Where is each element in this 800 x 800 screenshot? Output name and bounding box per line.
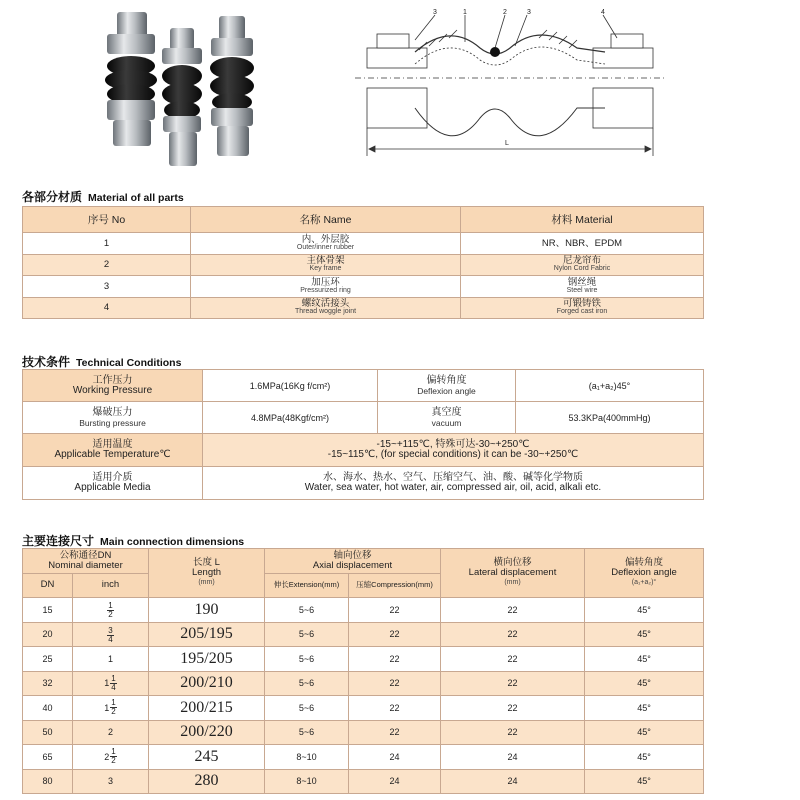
- compression-cell: 24: [349, 769, 441, 794]
- table-row: [23, 745, 704, 770]
- callout-4: 4: [601, 9, 605, 16]
- callout-1: 1: [463, 9, 467, 16]
- extension-cell: 5~6: [265, 720, 349, 745]
- extension-cell: 5~6: [265, 598, 349, 623]
- cross-section-drawing: [355, 8, 665, 158]
- inch-cell: $\frac{3}{4}$: [73, 622, 149, 647]
- length-cell: 200/220: [149, 720, 265, 745]
- extension-cell: 5~6: [265, 671, 349, 696]
- length-cell: 200/210: [149, 671, 265, 696]
- dn-cell: 20: [23, 622, 73, 647]
- length-cell: 245: [149, 745, 265, 770]
- header-no: 序号 No: [23, 207, 191, 233]
- deflection-cell: 45°: [585, 647, 704, 672]
- lateral-cell: 22: [441, 647, 585, 672]
- table-row: 1 内、外层胶 Outer/inner rubber NR、NBR、EPDM: [23, 233, 704, 255]
- table-row: 2 主体骨架 Key frame 尼龙帘布 Nylon Cord Fabric: [23, 254, 704, 276]
- table-row: 爆破压力 Bursting pressure 4.8MPa(48Kgf/cm²) 真空度 vacuum 53.3KPa(400mmHg): [23, 402, 704, 434]
- extension-cell: 8~10: [265, 745, 349, 770]
- deflection-cell: 45°: [585, 598, 704, 623]
- compression-cell: 22: [349, 696, 441, 721]
- tech-table: [22, 369, 704, 500]
- dn-cell: 50: [23, 720, 73, 745]
- dim-header-row-2: DN inch 伸长Extension(mm) 压缩Compression(mm): [23, 573, 704, 598]
- material-header-row: [23, 207, 704, 233]
- length-cell: 280: [149, 769, 265, 794]
- length-cell: 195/205: [149, 647, 265, 672]
- extension-cell: 5~6: [265, 696, 349, 721]
- dims-section-title: 主要连接尺寸 Main connection dimensions: [22, 534, 245, 548]
- length-cell: 200/215: [149, 696, 265, 721]
- dn-cell: 15: [23, 598, 73, 623]
- table-row: [23, 622, 704, 647]
- deflection-cell: 45°: [585, 696, 704, 721]
- inch-cell: 2: [73, 720, 149, 745]
- compression-cell: 22: [349, 671, 441, 696]
- length-cell: 190: [149, 598, 265, 623]
- dn-cell: 80: [23, 769, 73, 794]
- dn-cell: 32: [23, 671, 73, 696]
- compression-cell: 22: [349, 598, 441, 623]
- table-row: 4 螺纹活接头 Thread woggle joint 可锻铸铁 Forged cast iron: [23, 297, 704, 319]
- dn-cell: 65: [23, 745, 73, 770]
- material-section-title: 各部分材质 Material of all parts: [22, 190, 184, 204]
- deflection-cell: 45°: [585, 622, 704, 647]
- callout-2: 2: [503, 9, 507, 16]
- table-row: 工作压力 Working Pressure 1.6MPa(16Kg f/cm²) 偏转角度 Deflexion angle (a₁+a₂)45°: [23, 370, 704, 402]
- inch-cell: 2 $\frac{1}{2}$: [73, 745, 149, 770]
- deflection-cell: 45°: [585, 720, 704, 745]
- extension-cell: 5~6: [265, 647, 349, 672]
- header-material: 材料 Material: [461, 207, 704, 233]
- compression-cell: 22: [349, 622, 441, 647]
- table-row: [23, 720, 704, 745]
- dimension-label: L: [505, 140, 509, 147]
- inch-cell: 1: [73, 647, 149, 672]
- dn-cell: 25: [23, 647, 73, 672]
- dimension-table: [22, 548, 704, 794]
- deflection-cell: 45°: [585, 745, 704, 770]
- extension-cell: 5~6: [265, 622, 349, 647]
- inch-cell: $\frac{1}{2}$: [73, 598, 149, 623]
- callout-3b: 3: [527, 9, 531, 16]
- lateral-cell: 22: [441, 696, 585, 721]
- product-photo: [95, 8, 270, 168]
- lateral-cell: 22: [441, 622, 585, 647]
- lateral-cell: 22: [441, 671, 585, 696]
- lateral-cell: 24: [441, 745, 585, 770]
- deflection-cell: 45°: [585, 671, 704, 696]
- lateral-cell: 22: [441, 720, 585, 745]
- table-row: [23, 598, 704, 623]
- length-cell: 205/195: [149, 622, 265, 647]
- lateral-cell: 24: [441, 769, 585, 794]
- deflection-cell: 45°: [585, 769, 704, 794]
- lateral-cell: 22: [441, 598, 585, 623]
- table-row: 3 加压环 Pressurized ring 钢丝绳 Steel wire: [23, 276, 704, 298]
- compression-cell: 24: [349, 745, 441, 770]
- table-row: [23, 647, 704, 672]
- inch-cell: 1 $\frac{1}{4}$: [73, 671, 149, 696]
- table-row: [23, 696, 704, 721]
- dn-cell: 40: [23, 696, 73, 721]
- inch-cell: 1 $\frac{1}{2}$: [73, 696, 149, 721]
- material-table: [22, 206, 704, 319]
- table-row: 适用介质 Applicable Media 水、海水、热水、空气、压缩空气、油、酸、碱等化学物质 Water, sea water, hot water, air, compressed air, oil, acid, alkali etc.: [23, 467, 704, 500]
- tech-section-title: 技术条件 Technical Conditions: [22, 355, 182, 369]
- extension-cell: 8~10: [265, 769, 349, 794]
- compression-cell: 22: [349, 720, 441, 745]
- callout-3a: 3: [433, 9, 437, 16]
- inch-cell: 3: [73, 769, 149, 794]
- table-row: [23, 769, 704, 794]
- compression-cell: 22: [349, 647, 441, 672]
- table-row: 适用温度 Applicable Temperature℃ -15~+115℃, 特殊可达-30~+250℃ -15~115℃, (for special conditions) it can be -30~+250℃: [23, 434, 704, 467]
- table-row: [23, 671, 704, 696]
- dim-header-row-1: 公称通径DN Nominal diameter 长度 L Length (mm) 轴向位移 Axial displacement 横向位移 Lateral displacement (mm) 偏转角度 Deflexion angle (a₁+a₂)°: [23, 549, 704, 574]
- header-name: 名称 Name: [191, 207, 461, 233]
